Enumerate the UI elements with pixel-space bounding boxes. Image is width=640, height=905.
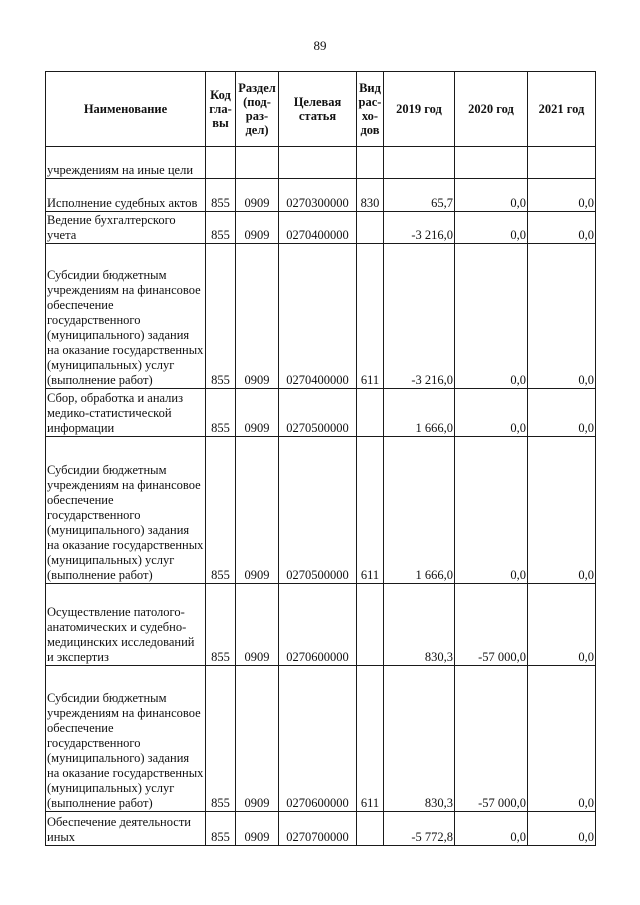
cell-type: 611 (357, 437, 384, 584)
cell-code: 855 (206, 389, 236, 437)
cell-type (357, 389, 384, 437)
cell-name: Обеспечение деятельности иных (46, 812, 206, 846)
cell-2021: 0,0 (528, 244, 596, 389)
cell-2019: 1 666,0 (384, 389, 455, 437)
header-section: Раздел (под- раз- дел) (236, 72, 279, 147)
cell-code: 855 (206, 584, 236, 666)
cell-code: 855 (206, 437, 236, 584)
table-row (46, 244, 596, 389)
cell-2019: 1 666,0 (384, 437, 455, 584)
cell-code: 855 (206, 812, 236, 846)
cell-section: 0909 (236, 389, 279, 437)
cell-2020: 0,0 (455, 812, 528, 846)
header-2021: 2021 год (528, 72, 596, 147)
cell-type: 830 (357, 179, 384, 212)
cell-section: 0909 (236, 666, 279, 812)
cell-2021: 0,0 (528, 666, 596, 812)
cell-name: Субсидии бюджетным учреждениям на финансовое обеспечение государственного (муниципального) задания на оказание государственных (муниципальных) услуг (выполнение работ) (46, 244, 206, 389)
cell-article: 0270700000 (279, 812, 357, 846)
cell-2020: 0,0 (455, 244, 528, 389)
cell-article: 0270600000 (279, 666, 357, 812)
cell-2019: 830,3 (384, 584, 455, 666)
header-code: Код гла- вы (206, 72, 236, 147)
cell-code (206, 147, 236, 179)
cell-2021: 0,0 (528, 179, 596, 212)
cell-2021: 0,0 (528, 812, 596, 846)
cell-name: Осуществление патолого-анатомических и судебно-медицинских исследований и экспертиз (46, 584, 206, 666)
cell-2021 (528, 147, 596, 179)
table-row (46, 212, 596, 244)
cell-2020: 0,0 (455, 212, 528, 244)
cell-article: 0270300000 (279, 179, 357, 212)
cell-2020 (455, 147, 528, 179)
budget-table (45, 71, 596, 846)
cell-article: 0270500000 (279, 389, 357, 437)
cell-code: 855 (206, 666, 236, 812)
cell-code: 855 (206, 212, 236, 244)
cell-2019 (384, 147, 455, 179)
cell-article: 0270400000 (279, 244, 357, 389)
page-number: 89 (313, 38, 327, 53)
cell-article: 0270600000 (279, 584, 357, 666)
table-row (46, 812, 596, 846)
cell-2021: 0,0 (528, 212, 596, 244)
cell-code: 855 (206, 244, 236, 389)
cell-type (357, 812, 384, 846)
header-type: Вид рас- хо- дов (357, 72, 384, 147)
cell-name: Сбор, обработка и анализ медико-статистической информации (46, 389, 206, 437)
cell-name: Субсидии бюджетным учреждениям на финансовое обеспечение государственного (муниципального) задания на оказание государственных (муниципальных) услуг (выполнение работ) (46, 666, 206, 812)
cell-2020: -57 000,0 (455, 666, 528, 812)
cell-section: 0909 (236, 179, 279, 212)
cell-type (357, 147, 384, 179)
cell-article: 0270500000 (279, 437, 357, 584)
cell-2021: 0,0 (528, 389, 596, 437)
cell-section: 0909 (236, 244, 279, 389)
table-row (46, 666, 596, 812)
header-2020: 2020 год (455, 72, 528, 147)
cell-type (357, 584, 384, 666)
header-2019: 2019 год (384, 72, 455, 147)
cell-2019: -5 772,8 (384, 812, 455, 846)
cell-code: 855 (206, 179, 236, 212)
cell-2020: 0,0 (455, 389, 528, 437)
cell-name: Исполнение судебных актов (46, 179, 206, 212)
cell-name: Ведение бухгалтерского учета (46, 212, 206, 244)
cell-section: 0909 (236, 437, 279, 584)
cell-2020: 0,0 (455, 179, 528, 212)
table-row (46, 584, 596, 666)
table-row (46, 389, 596, 437)
cell-name: Субсидии бюджетным учреждениям на финансовое обеспечение государственного (муниципального) задания на оказание государственных (муниципальных) услуг (выполнение работ) (46, 437, 206, 584)
cell-2021: 0,0 (528, 584, 596, 666)
cell-section: 0909 (236, 812, 279, 846)
table-row (46, 147, 596, 179)
cell-type: 611 (357, 666, 384, 812)
cell-2019: 65,7 (384, 179, 455, 212)
header-article: Целевая статья (279, 72, 357, 147)
table-row (46, 437, 596, 584)
cell-2019: 830,3 (384, 666, 455, 812)
header-name: Наименование (46, 72, 206, 147)
cell-article: 0270400000 (279, 212, 357, 244)
cell-2020: 0,0 (455, 437, 528, 584)
cell-type: 611 (357, 244, 384, 389)
table-row (46, 179, 596, 212)
table-header-row (46, 72, 596, 147)
cell-2021: 0,0 (528, 437, 596, 584)
cell-section: 0909 (236, 584, 279, 666)
cell-2020: -57 000,0 (455, 584, 528, 666)
cell-2019: -3 216,0 (384, 244, 455, 389)
cell-section (236, 147, 279, 179)
cell-type (357, 212, 384, 244)
cell-name: учреждениям на иные цели (46, 147, 206, 179)
cell-2019: -3 216,0 (384, 212, 455, 244)
cell-section: 0909 (236, 212, 279, 244)
cell-article (279, 147, 357, 179)
